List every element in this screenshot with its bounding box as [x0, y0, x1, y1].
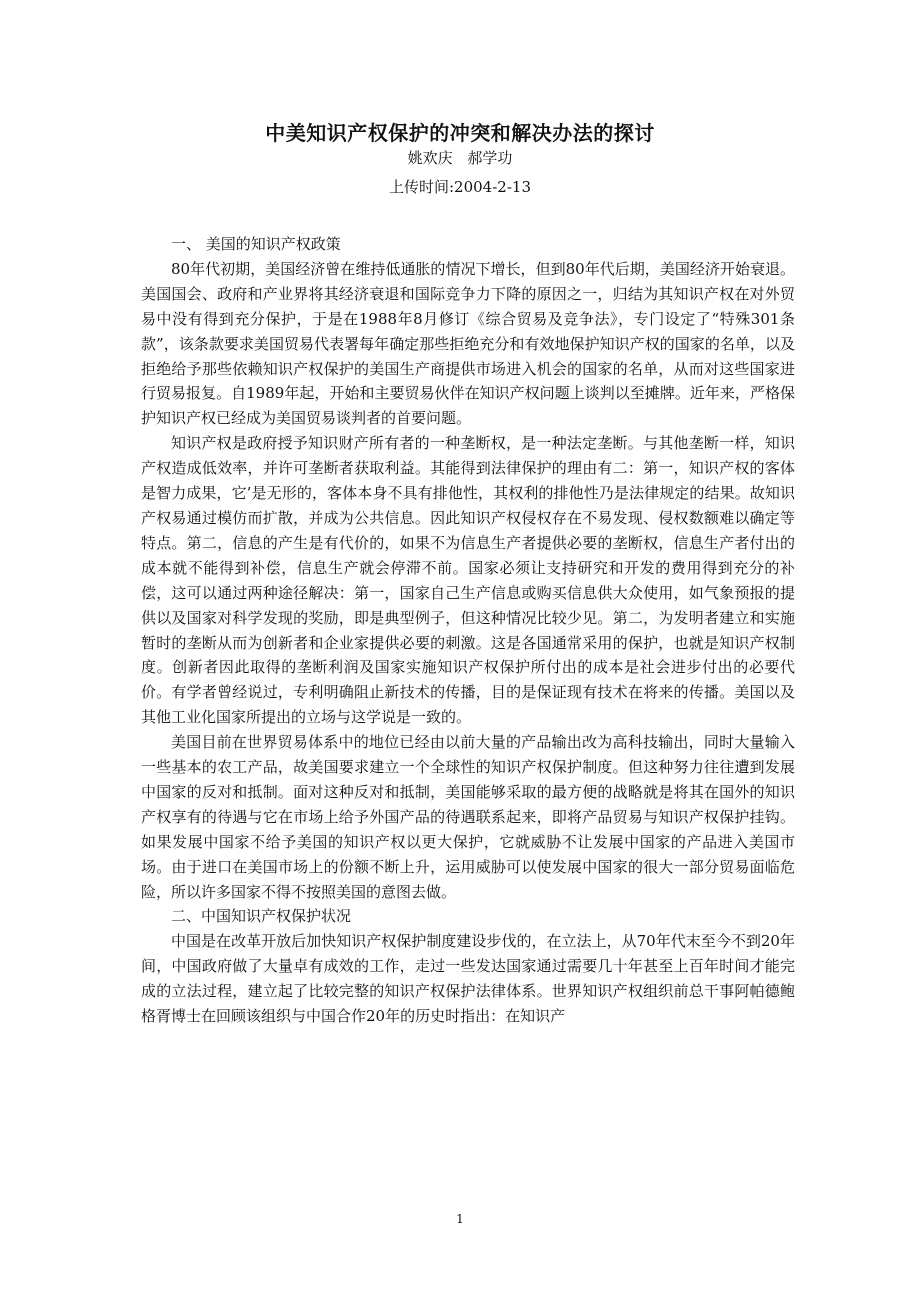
- authors: 姚欢庆 郝学功: [407, 149, 513, 167]
- paragraph: 知识产权是政府授予知识财产所有者的一种垄断权，是一种法定垄断。与其他垄断一样，知识产权造成低效率，并许可垄断者获取利益。其能得到法律保护的理由有二：第一，知识产权的客体是智力成果，它’是无形的，客体本身不具有排他性，其权利的排他性乃是法律规定的结果。故知识产权易通过模仿而扩散，并成为公共信息。因此知识产权侵权存在不易发现、侵权数额难以确定等特点。第二，信息的产生是有代价的，如果不为信息生产者提供必要的垄断权，信息生产者付出的成本就不能得到补偿，信息生产就会停滞不前。国家必须让支持研究和开发的费用得到充分的补偿，这可以通过两种途径解决：第一，国家自己生产信息或购买信息供大众使用，如气象预报的提供以及国家对科学发现的奖励，即是典型例子，但这种情况比较少见。第二，为发明者建立和实施暂时的垄断从而为创新者和企业家提供必要的刺激。这是各国通常采用的保护，也就是知识产权制度。创新者因此取得的垄断利润及国家实施知识产权保护所付出的成本是社会进步付出的必要代价。有学者曾经说过，专利明确阻止新技术的传播，目的是保证现有技术在将来的传播。美国以及其他工业化国家所提出的立场与这学说是一致的。: [141, 434, 795, 727]
- section-heading: 二、中国知识产权保护状况: [171, 907, 352, 926]
- document-body: [141, 232, 795, 1029]
- paragraph: 中国是在改革开放后加快知识产权保护制度建设步伐的，在立法上，从70年代末至今不到20年间，中国政府做了大量卓有成效的工作，走过一些发达国家通过需要几十年甚至上百年时间才能完成的立法过程，建立起了比较完整的知识产权保护法律体系。世界知识产权组织前总干事阿帕德鲍格胥博士在回顾该组织与中国合作20年的历史时指出：在知识产: [141, 932, 795, 1026]
- paragraph: 美国目前在世界贸易体系中的地位已经由以前大量的产品输出改为高科技输出，同时大量输入一些基本的农工产品，故美国要求建立一个全球性的知识产权保护制度。但这种努力往往遭到发展中国家的反对和抵制。面对这种反对和抵制，美国能够采取的最方便的战略就是将其在国外的知识产权享有的待遇与它在市场上给予外国产品的待遇联系起来，即将产品贸易与知识产权保护挂钩。如果发展中国家不给予美国的知识产权以更大保护，它就威胁不让发展中国家的产品进入美国市场。由于进口在美国市场上的份额不断上升，运用威胁可以使发展中国家的很大一部分贸易面临危险，所以许多国家不得不按照美国的意图去做。: [141, 733, 795, 901]
- document-title: 中美知识产权保护的冲突和解决办法的探讨: [265, 121, 655, 145]
- section-heading: 一、 美国的知识产权政策: [171, 235, 341, 253]
- upload-time: 上传时间:2004-2-13: [389, 178, 531, 196]
- page-number: 1: [456, 1212, 464, 1226]
- paragraph: 80年代初期，美国经济曾在维持低通胀的情况下增长，但到80年代后期，美国经济开始衰退。美国国会、政府和产业界将其经济衰退和国际竞争力下降的原因之一，归结为其知识产权在对外贸易中没有得到充分保护，于是在1988年8月修订《综合贸易及竞争法》，专门设定了“特殊301条款”，该条款要求美国贸易代表署每年确定那些拒绝充分和有效地保护知识产权的国家的名单，以及拒绝给予那些依赖知识产权保护的美国生产商提供市场进入机会的国家的名单，从而对这些国家进行贸易报复。自1989年起，开始和主要贸易伙伴在知识产权问题上谈判以至摊牌。近年来，严格保护知识产权已经成为美国贸易谈判者的首要问题。: [141, 259, 795, 428]
